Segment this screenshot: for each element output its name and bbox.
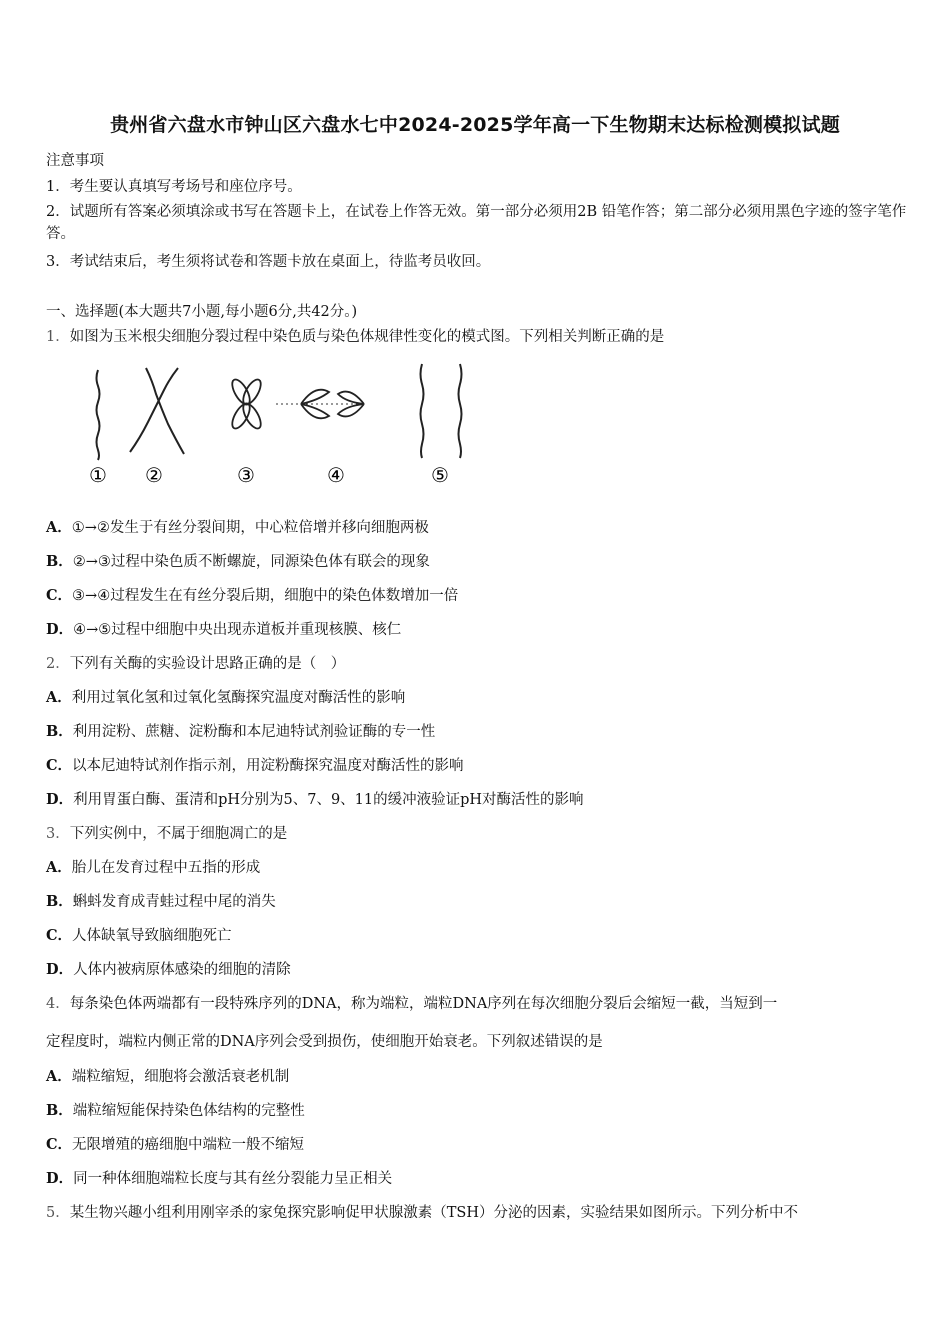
question-text: 每条染色体两端都有一段特殊序列的DNA，称为端粒，端粒DNA序列在每次细胞分裂后会缩短一截，当短到一 [69, 996, 778, 1012]
question-3-stem [46, 823, 908, 845]
question-1-option-c [46, 585, 908, 607]
option-letter: A． [46, 519, 72, 536]
option-text: 利用过氧化氢和过氧化氢酶探究温度对酶活性的影响 [71, 690, 406, 706]
question-number: 5． [46, 1205, 70, 1221]
question-5-stem [46, 1202, 908, 1224]
option-text: 人体缺氧导致脑细胞死亡 [72, 928, 232, 944]
option-text: 无限增殖的癌细胞中端粒一般不缩短 [72, 1137, 305, 1153]
question-2-option-b [46, 721, 908, 743]
question-text: 某生物兴趣小组利用刚宰杀的家兔探究影响促甲状腺激素（TSH）分泌的因素，实验结果如图所示。下列分析中不 [69, 1205, 798, 1221]
question-number: 1． [46, 329, 70, 345]
option-letter: D． [46, 961, 74, 978]
option-letter: C． [46, 587, 73, 604]
option-text: 端粒缩短能保持染色体结构的完整性 [72, 1103, 305, 1119]
question-3-option-a [46, 857, 908, 879]
chromatin-thread-2b [146, 368, 184, 454]
option-letter: C． [46, 1136, 73, 1153]
question-4-option-c [46, 1134, 908, 1156]
figure-label-1: ① [89, 463, 107, 487]
chromatin-thread-1 [97, 370, 100, 460]
notice-item-1: 1．考生要认真填写考场号和座位序号。 [46, 179, 302, 195]
question-number: 4． [46, 996, 70, 1012]
question-number: 2． [46, 656, 70, 672]
figure-label-2: ② [145, 463, 163, 487]
notice-item-3: 3．考试结束后，考生须将试卷和答题卡放在桌面上，待监考员收回。 [46, 254, 491, 270]
option-text: ①→②发生于有丝分裂间期，中心粒倍增并移向细胞两极 [71, 520, 429, 536]
figure-label-4: ④ [327, 463, 345, 487]
option-text: 以本尼迪特试剂作指示剂，用淀粉酶探究温度对酶活性的影响 [72, 758, 464, 774]
option-text: ④→⑤过程中细胞中央出现赤道板并重现核膜、核仁 [73, 622, 402, 638]
chromatin-thread-5a [421, 364, 424, 458]
question-2-option-d [46, 789, 908, 811]
notice-item-2: 2．试题所有答案必须填涂或书写在答题卡上，在试卷上作答无效。第一部分必须用2B 铅笔作答；第二部分必须用黑色字迹的签字笔作答。 [46, 204, 907, 242]
question-4-option-a [46, 1066, 908, 1088]
question-4-option-b [46, 1100, 908, 1122]
option-text: ③→④过程发生在有丝分裂后期，细胞中的染色体数增加一倍 [72, 588, 459, 604]
option-text: 利用淀粉、蔗糖、淀粉酶和本尼迪特试剂验证酶的专一性 [72, 724, 436, 740]
chromatin-thread-2a [130, 368, 178, 452]
option-letter: B． [46, 1102, 73, 1119]
question-1-option-d [46, 619, 908, 641]
question-text: 下列有关酶的实验设计思路正确的是（ ） [69, 656, 346, 672]
chromosome-diagram [46, 352, 482, 498]
question-3-option-c [46, 925, 908, 947]
option-letter: D． [46, 791, 74, 808]
question-2-stem [46, 653, 908, 675]
option-text: 同一种体细胞端粒长度与其有丝分裂能力呈正相关 [73, 1171, 393, 1187]
question-text: 下列实例中，不属于细胞凋亡的是 [69, 826, 288, 842]
question-1-option-a [46, 517, 908, 539]
question-number: 3． [46, 826, 70, 842]
option-letter: B． [46, 893, 73, 910]
option-text: 利用胃蛋白酶、蛋清和pH分别为5、7、9、11的缓冲液验证pH对酶活性的影响 [73, 792, 584, 808]
chromatin-thread-5b [459, 364, 462, 458]
option-letter: C． [46, 757, 73, 774]
option-letter: A． [46, 689, 72, 706]
option-letter: D． [46, 621, 74, 638]
option-letter: B． [46, 553, 73, 570]
option-text: 蝌蚪发育成青蛙过程中尾的消失 [72, 894, 276, 910]
question-4-option-d [46, 1168, 908, 1190]
question-4-stem-line-2: 定程度时，端粒内侧正常的DNA序列会受到损伤，使细胞开始衰老。下列叙述错误的是 [46, 1034, 603, 1050]
option-letter: B． [46, 723, 73, 740]
question-1-option-b [46, 551, 908, 573]
question-text: 如图为玉米根尖细胞分裂过程中染色质与染色体规律性变化的模式图。下列相关判断正确的是 [69, 329, 665, 345]
notice-heading: 注意事项 [46, 153, 104, 169]
option-text: 人体内被病原体感染的细胞的清除 [73, 962, 291, 978]
option-letter: C． [46, 927, 73, 944]
question-2-option-a [46, 687, 908, 709]
figure-label-5: ⑤ [431, 463, 449, 487]
option-text: 胎儿在发育过程中五指的形成 [71, 860, 261, 876]
page-title: 贵州省六盘水市钟山区六盘水七中2024-2025学年高一下生物期末达标检测模拟试题 [110, 114, 840, 136]
option-text: 端粒缩短，细胞将会激活衰老机制 [71, 1069, 290, 1085]
question-4-stem-line-1 [46, 993, 908, 1015]
question-1-stem [46, 326, 908, 348]
section-heading: 一、选择题(本大题共7小题,每小题6分,共42分。) [46, 304, 358, 320]
option-letter: D． [46, 1170, 74, 1187]
condensed-chromosome-3 [229, 377, 264, 431]
option-letter: A． [46, 1068, 72, 1085]
option-text: ②→③过程中染色质不断螺旋，同源染色体有联会的现象 [72, 554, 430, 570]
question-2-option-c [46, 755, 908, 777]
question-3-option-b [46, 891, 908, 913]
figure-label-3: ③ [237, 463, 255, 487]
option-letter: A． [46, 859, 72, 876]
question-3-option-d [46, 959, 908, 981]
